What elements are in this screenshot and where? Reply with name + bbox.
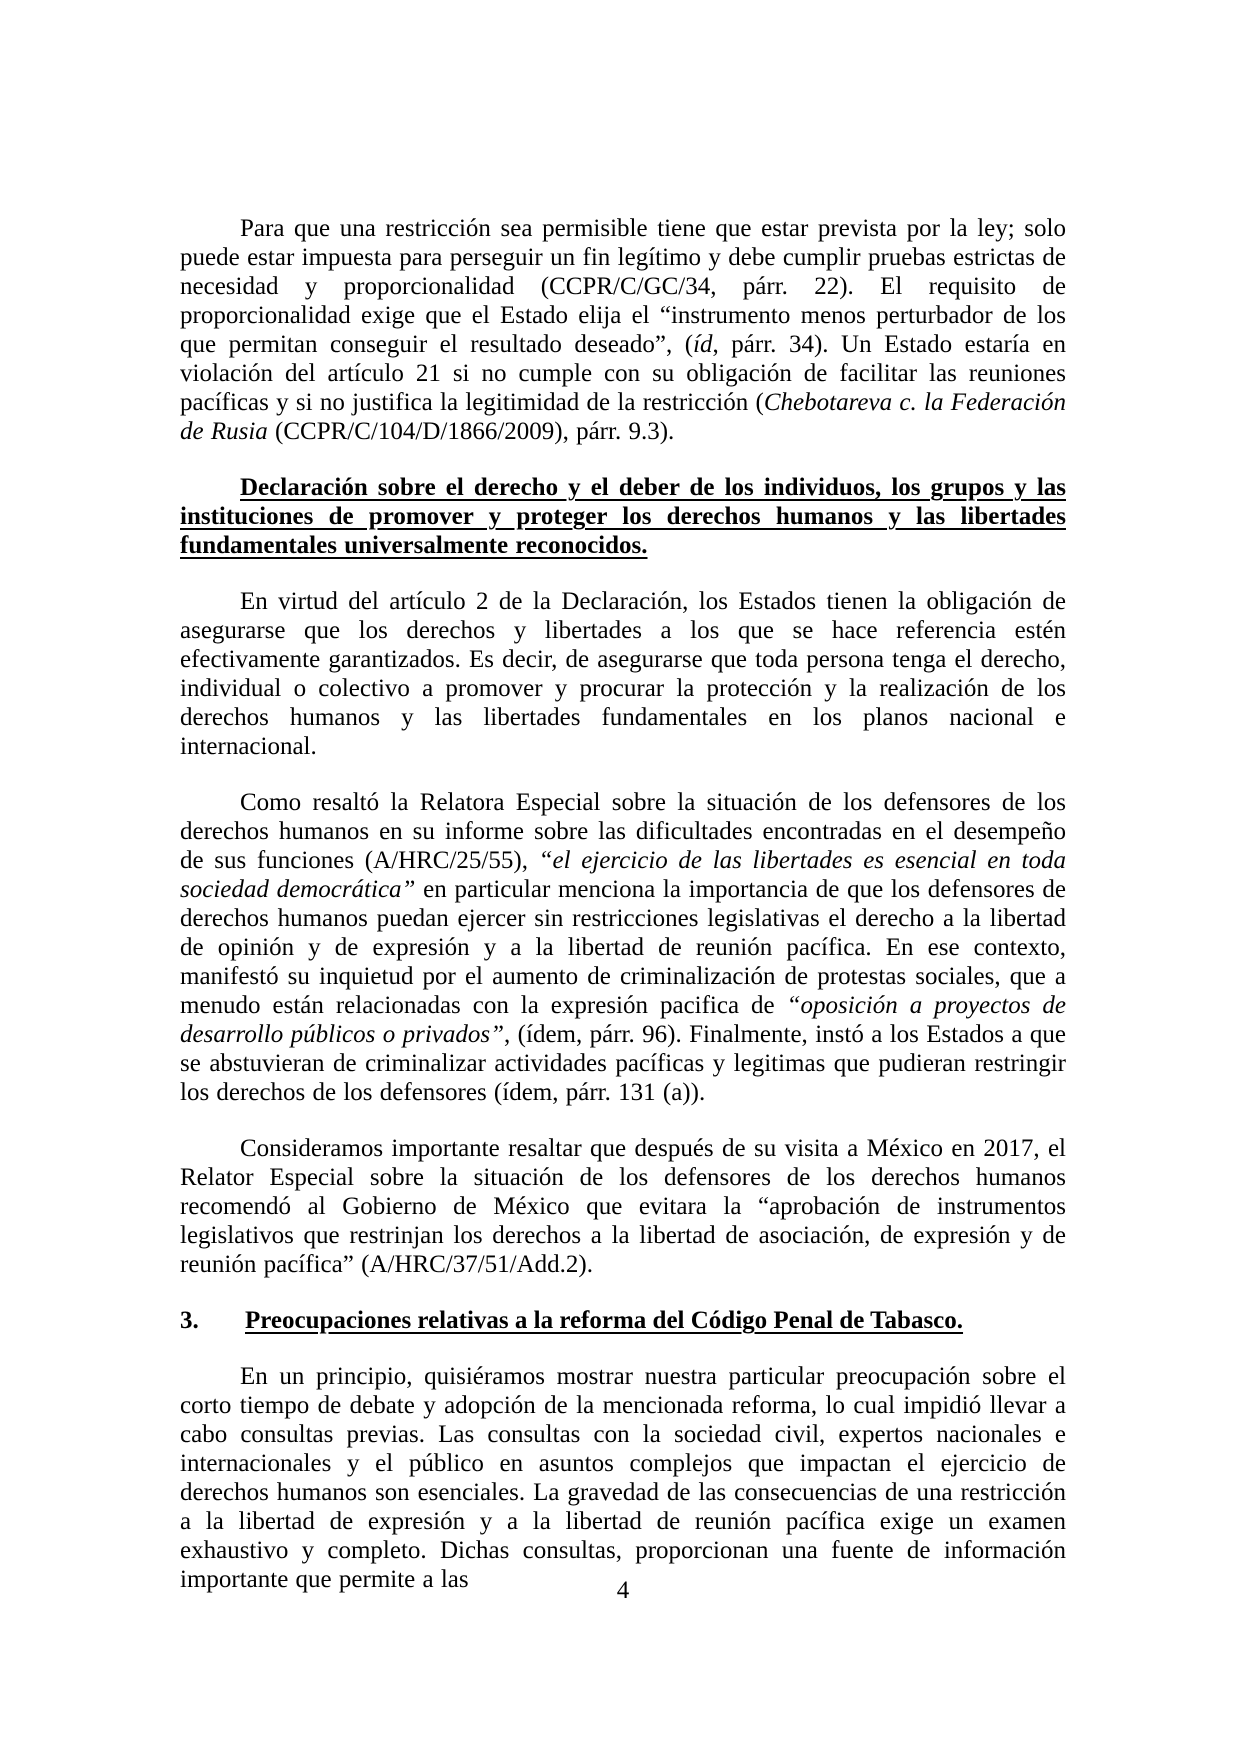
text-segment-italic: “el ejercicio de las libertades es esencial en toda sociedad democrática” <box>180 847 1066 903</box>
text-segment: en particular menciona la importancia de que los defensores de derechos humanos puedan ejercer sin restricciones legislativas el derecho a la libertad de opinión y de expresión y a la libertad de reunión pacífica. En ese contexto, manifestó su inquietud por el aumento de criminalización de protestas sociales, que a menudo están relacionadas con la expresión pacifica de <box>180 876 1066 1019</box>
paragraph-article-2-declaration <box>180 587 1066 761</box>
section-number: 3. <box>180 1307 199 1334</box>
paragraph-reform-concerns <box>180 1362 1066 1594</box>
paragraph-restriction-permissible <box>180 214 1066 446</box>
paragraph-mexico-visit-2017 <box>180 1134 1066 1279</box>
text-segment: Como resaltó la Relatora Especial sobre la situación de los defensores de los derechos humanos en su informe sobre las dificultades encontradas en el desempeño de sus funciones (A/HRC/25/55), <box>180 789 1066 874</box>
text-segment: Para que una restricción sea permisible tiene que estar prevista por la ley; solo puede estar impuesta para perseguir un fin legítimo y debe cumplir pruebas estrictas de necesidad y proporcionalidad (CCPR/C/GC/34, párr. 22). El requisito de proporcionalidad exige que el Estado elija el “instrumento menos perturbador de los que permitan conseguir el resultado deseado”, ( <box>180 215 1066 358</box>
paragraph-special-rapporteur-report <box>180 788 1066 1107</box>
text-segment-italic: íd <box>693 331 713 358</box>
page-number: 4 <box>616 1577 630 1604</box>
text-segment-italic: “oposición a proyectos de desarrollo públicos o privados” <box>180 992 1066 1048</box>
text-segment: Consideramos importante resaltar que después de su visita a México en 2017, el Relator Especial sobre la situación de los defensores de los derechos humanos recomendó al Gobierno de México que evitara la “aprobación de instrumentos legislativos que restrinjan los derechos a la libertad de asociación, de expresión y de reunión pacífica” (A/HRC/37/51/Add.2). <box>180 1135 1066 1278</box>
text-segment: En un principio, quisiéramos mostrar nuestra particular preocupación sobre el corto tiempo de debate y adopción de la mencionada reforma, lo cual impidió llevar a cabo consultas previas. Las consultas con la sociedad civil, expertos nacionales e internacionales y el público en asuntos complejos que impactan el ejercicio de derechos humanos son esenciales. La gravedad de las consecuencias de una restricción a la libertad de expresión y a la libertad de reunión pacífica exige un examen exhaustivo y completo. Dichas consultas, proporcionan una fuente de información importante que permite a las <box>180 1363 1066 1593</box>
heading-section-3 <box>180 1306 1066 1335</box>
heading-declaration: Declaración sobre el derecho y el deber de los individuos, los grupos y las instituciones de promover y proteger los derechos humanos y las libertades fundamentales universalmente reconocidos. <box>180 474 1066 559</box>
text-segment-italic: Chebotareva c. la Federación de Rusia <box>180 389 1066 445</box>
section-title: Preocupaciones relativas a la reforma del Código Penal de Tabasco. <box>245 1307 964 1334</box>
page-content <box>180 214 1066 1621</box>
text-segment: , (ídem, párr. 96). Finalmente, instó a los Estados a que se abstuvieran de criminalizar actividades pacíficas y legitimas que pudieran restringir los derechos de los defensores (ídem, párr. 131 (a)). <box>180 1021 1066 1106</box>
text-segment: , párr. 34). Un Estado estaría en violación del artículo 21 si no cumple con su obligación de facilitar las reuniones pacíficas y si no justifica la legitimidad de la restricción ( <box>180 331 1066 416</box>
text-segment: En virtud del artículo 2 de la Declaración, los Estados tienen la obligación de asegurarse que los derechos y libertades a los que se hace referencia estén efectivamente garantizados. Es decir, de asegurarse que toda persona tenga el derecho, individual o colectivo a promover y procurar la protección y la realización de los derechos humanos y las libertades fundamentales en los planos nacional e internacional. <box>180 588 1066 760</box>
text-segment: (CCPR/C/104/D/1866/2009), párr. 9.3). <box>267 418 675 445</box>
